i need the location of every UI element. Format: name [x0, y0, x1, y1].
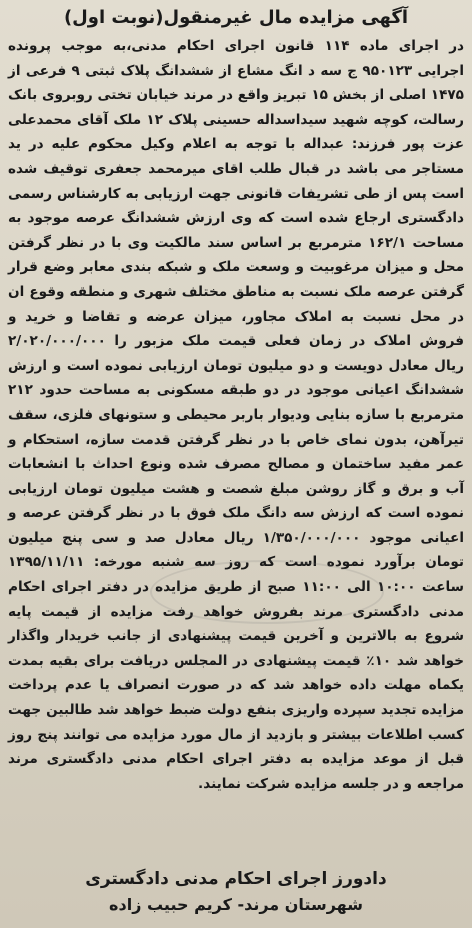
- signature-title: دادورز اجرای احکام مدنی دادگستری: [85, 869, 387, 889]
- notice-signature: [8, 866, 464, 918]
- notice-body: در اجرای ماده ۱۱۴ قانون اجرای احکام مدنی،به موجب پرونده اجرایی ۹۵۰۱۲۳ ج سه د انگ مشاع از ششدانگ پلاک ثبتی ۹ فرعی از ۱۴۷۵ اصلی از بخش ۱۵ تبریز واقع در مرند خیابان تختی روبروی بانک رسالت، کوچه شهید سیداسداله حسینی پلاک ۱۲ ملک آقای محمدعلی عزت پور فرزند: عبداله با توجه به اعلام وکیل محکوم علیه در ید مستاجر می باشد در قبال طلب اقای میرمحمد جعفری توقیف شده است پس از طی تشریفات قانونی جهت ارزیابی به کارشناس رسمی دادگستری ارجاع شده است که وی ارزش ششدانگ عرصه موجود به مساحت ۱۶۲/۱ مترمربع بر اساس سند مالکیت وی با در نظر گرفتن محل و میزان مرغوبیت و وسعت ملک و شبکه بندی معابر وضع قرار گرفتن عرصه ملک نسبت به مناطق مختلف شهری و منطقه وقوع ان در محل نسبت به املاک مجاور، میزان عرضه و تقاضا و خرید و فروش املاک در زمان فعلی قیمت ملک مزبور را ۲/۰۲۰/۰۰۰/۰۰۰ ریال معادل دویست و دو میلیون تومان ارزیابی نموده است و ارزش ششدانگ اعیانی موجود در دو طبقه مسکونی به مساحت حدود ۲۱۲ مترمربع با سازه بنایی ودیوار باربر محیطی و ستونهای فلزی، سقف تیرآهن، بدون نمای خاص با در نظر گرفتن قدمت سازه، استحکام و عمر مفید ساختمان و مصالح مصرف شده ونوع احداث با انشعابات آب و برق و گاز روشن مبلغ شصت و هشت میلیون تومان ارزیابی نموده است که ارزش سه دانگ ملک فوق با در نظر گرفتن عرصه و اعیانی موجود ۱/۳۵۰/۰۰۰/۰۰۰ ریال معادل صد و سی پنج میلیون تومان برآورد نموده است که روز سه شنبه مورخه: ۱۳۹۵/۱۱/۱۱ ساعت ۱۰:۰۰ الی ۱۱:۰۰ صبح از طریق مزایده در دفتر اجرای احکام مدنی دادگستری مرند بفروش خواهد رفت مزایده از قیمت پایه شروع به بالاترین و آخرین قیمت پیشنهادی از جانب خریدار واگذار خواهد شد ۱۰٪ قیمت پیشنهادی در المجلس دریافت برای بقیه بمدت یکماه مهلت داده خواهد شد که در صورت انصراف یا عدم پرداخت مزایده تجدید سپرده واریزی بنفع دولت ضبط خواهد شد طالبین جهت کسب اطلاعات بیشتر و بازدید از مال مورد مزایده می توانند پنج روز قبل از موعد مزایده به دفتر اجرای احکام مدنی دادگستری مرند مراجعه و در جلسه مزایده شرکت نمایند.: [8, 38, 465, 792]
- signature-name: شهرستان مرند- کریم حبیب زاده: [109, 895, 363, 914]
- notice-title: آگهی مزایده مال غیرمنقول(نوبت اول): [63, 7, 409, 28]
